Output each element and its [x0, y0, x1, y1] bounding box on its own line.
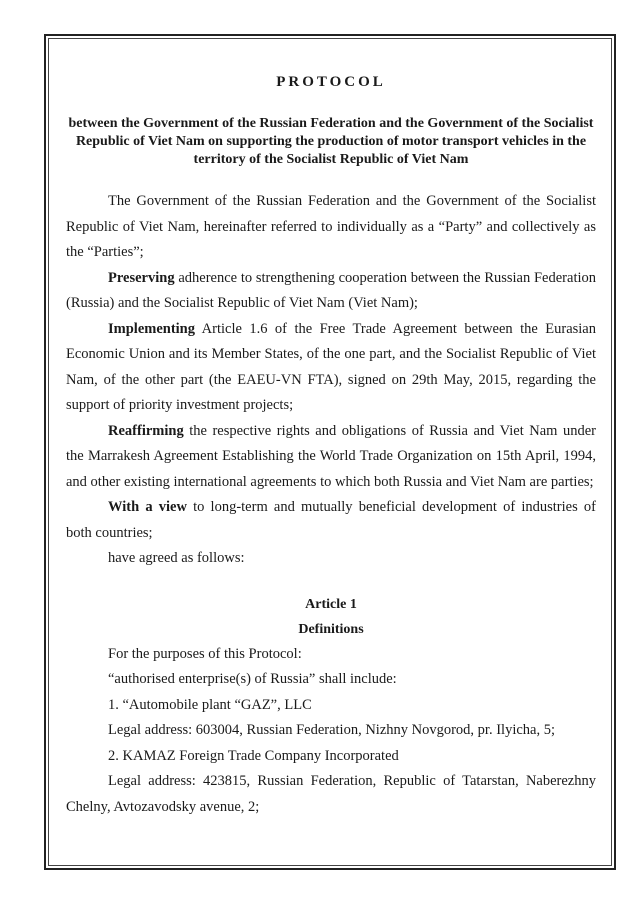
recital-3: [66, 419, 596, 496]
recital-text: Article 1.6 of the Free Trade Agreement between the Eurasian Economic Union and its Member States, of the one part, and the Socialist Republic of Viet Nam, of the other part (the EAEU-VN FTA), signed on 29th May, 2015, regarding the support of priority investment projects;: [66, 320, 596, 413]
recital-2: [66, 317, 596, 419]
document-title: PROTOCOL: [276, 74, 386, 90]
article-line: 1. “Automobile plant “GAZ”, LLC: [108, 696, 312, 713]
recital-lead: Implementing: [108, 320, 195, 337]
document-subtitle: between the Government of the Russian Federation and the Government of the Socialist Republic of Viet Nam on supporting the production of motor transport vehicles in the territory of the Socialist Republic of Viet Nam: [68, 116, 594, 167]
recital-1: [66, 266, 596, 317]
article-heading: Definitions: [298, 621, 364, 637]
document-page: [66, 66, 596, 820]
article-number: Article 1: [305, 596, 357, 612]
article-line: “authorised enterprise(s) of Russia” shall include:: [108, 671, 397, 687]
agreed-line: have agreed as follows:: [108, 550, 245, 566]
recital-text: to long-term and mutually beneficial development of industries of both countries;: [66, 499, 596, 541]
article-line: Legal address: 603004, Russian Federation, Nizhny Novgorod, pr. Ilyicha, 5;: [108, 722, 556, 738]
recital-text: adherence to strengthening cooperation between the Russian Federation (Russia) and the Socialist Republic of Viet Nam (Viet Nam);: [66, 269, 596, 311]
preamble: The Government of the Russian Federation and the Government of the Socialist Republic of Viet Nam, hereinafter referred to individually as a “Party” and collectively as the “Parties”;: [66, 193, 596, 260]
article-line: Legal address: 423815, Russian Federation, Republic of Tatarstan, Naberezhny Chelny, Avtozavodsky avenue, 2;: [66, 773, 596, 815]
recital-lead: Reaffirming: [108, 422, 184, 439]
recital-lead: Preserving: [108, 269, 175, 286]
recital-4: [66, 495, 596, 546]
article-line: 2. KAMAZ Foreign Trade Company Incorporated: [108, 747, 399, 764]
article-line: For the purposes of this Protocol:: [108, 645, 302, 662]
recital-lead: With a view: [108, 499, 187, 515]
recital-text: the respective rights and obligations of Russia and Viet Nam under the Marrakesh Agreement Establishing the World Trade Organization on 15th April, 1994, and other existing international agreements to which both Russia and Viet Nam are parties;: [66, 422, 596, 490]
